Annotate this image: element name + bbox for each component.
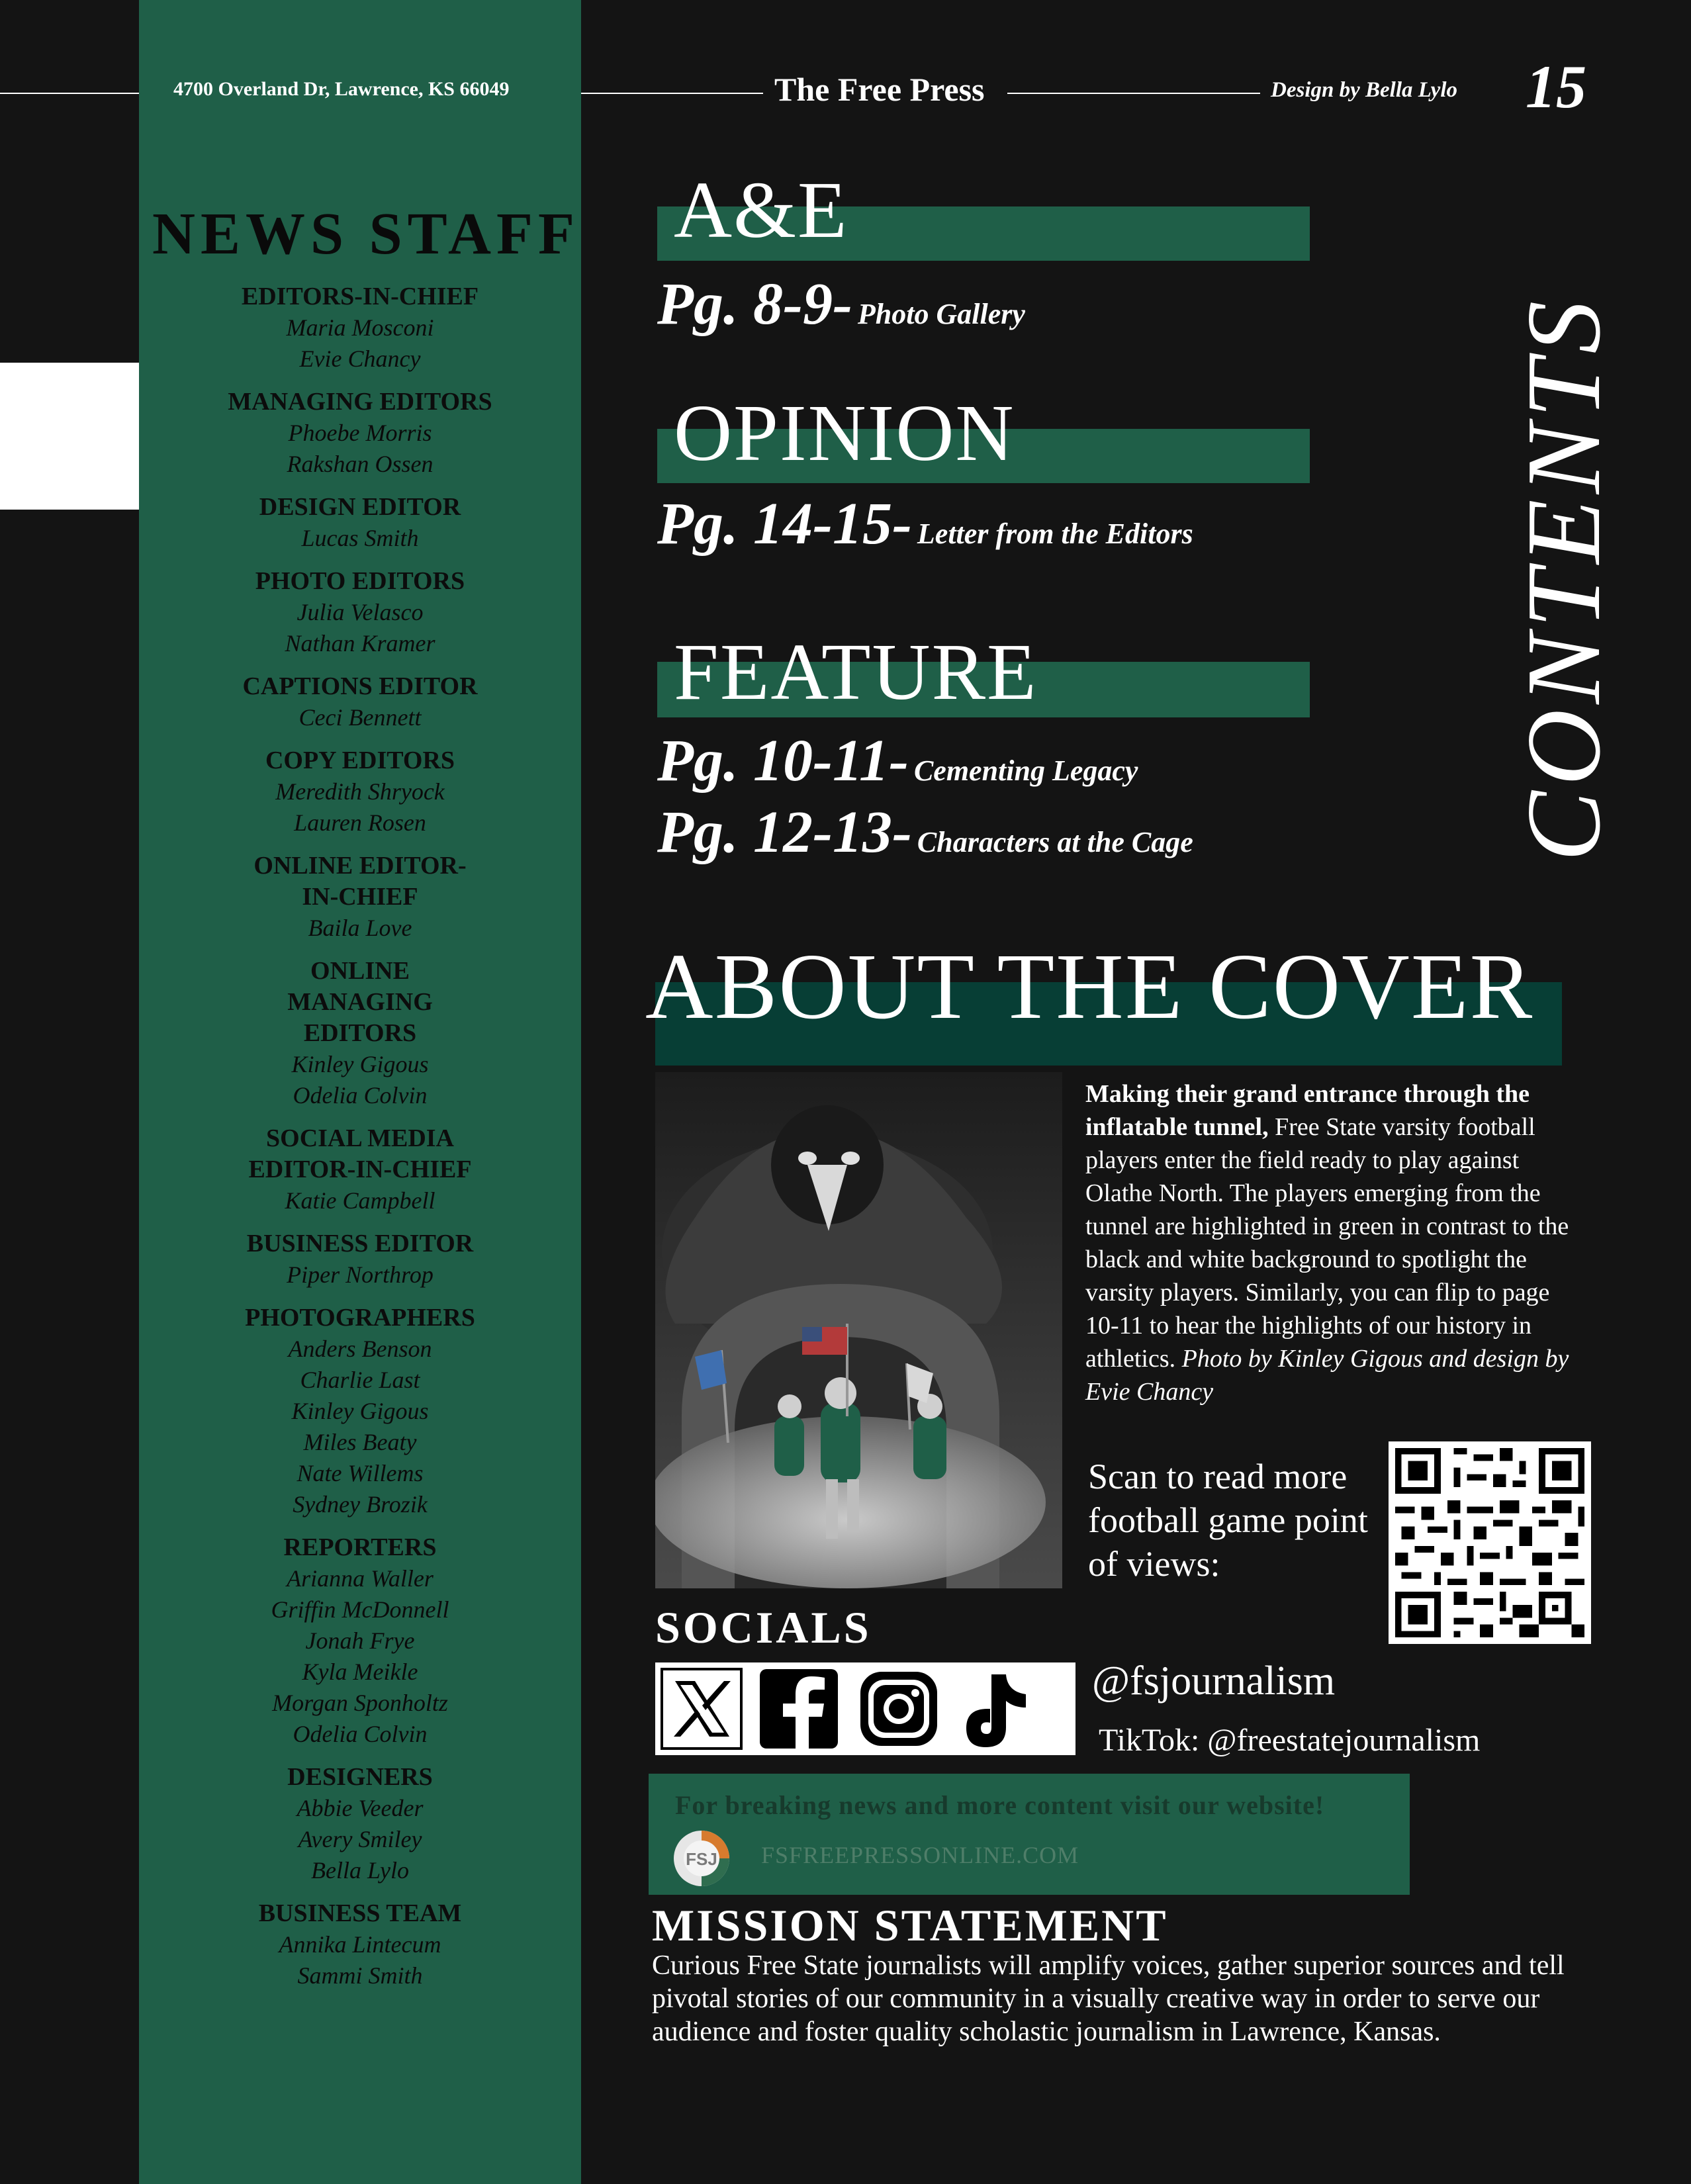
staff-role: REPORTERS xyxy=(283,1533,437,1561)
header-design-credit: Design by Bella Lylo xyxy=(1271,78,1457,102)
staff-role: SOCIAL MEDIA EDITOR-IN-CHIEF xyxy=(248,1124,472,1183)
toc-desc: Cementing Legacy xyxy=(913,754,1138,787)
tiktok-handle[interactable]: TikTok: @freestatejournalism xyxy=(1099,1723,1481,1758)
staff-role: DESIGN EDITOR xyxy=(259,493,461,521)
staff-role: DESIGNERS xyxy=(287,1763,433,1791)
staff-name: Kinley Gigous xyxy=(291,1051,429,1077)
staff-name: Abbie Veeder xyxy=(297,1795,424,1821)
staff-name: Baila Love xyxy=(308,915,412,941)
mission-text: Curious Free State journalists will amplify voices, gather superior sources and tell pivotal stories of our community in a visually creative way in order to serve our audience and foster quality scholastic journalism in Lawrence, Kansas. xyxy=(652,1950,1565,2047)
toc-entry[interactable] xyxy=(657,798,1193,866)
toc-desc: Letter from the Editors xyxy=(917,518,1193,550)
qr-code-icon xyxy=(1389,1441,1591,1644)
staff-group xyxy=(139,850,581,944)
page-number: 15 xyxy=(1526,53,1586,120)
staff-name: Annika Lintecum xyxy=(279,1931,441,1958)
header-rule-mid1 xyxy=(553,93,763,94)
staff-name: Evie Chancy xyxy=(299,345,421,372)
staff-name: Odelia Colvin xyxy=(293,1721,428,1747)
social-handle[interactable]: @fsjournalism xyxy=(1092,1659,1336,1704)
staff-role: ONLINE EDITOR-IN-CHIEF xyxy=(253,852,467,911)
staff-name: Rakshan Ossen xyxy=(287,451,434,477)
website-prompt: For breaking news and more content visit our website! xyxy=(675,1790,1325,1820)
staff-name: Charlie Last xyxy=(300,1367,420,1393)
section-title-ae: A&E xyxy=(674,165,848,255)
staff-list xyxy=(139,281,581,2003)
contents-vertical-title: CONTENTS xyxy=(1504,295,1622,862)
fsj-logo-text: FSJ xyxy=(686,1849,717,1869)
staff-role: PHOTOGRAPHERS xyxy=(245,1304,475,1332)
staff-name: Julia Velasco xyxy=(297,599,424,625)
staff-group xyxy=(139,566,581,659)
staff-name: Arianna Waller xyxy=(287,1565,434,1592)
staff-role: BUSINESS TEAM xyxy=(258,1899,462,1927)
cover-photo-art xyxy=(655,1072,1062,1588)
social-icons-box xyxy=(655,1662,1075,1755)
fsj-logo xyxy=(672,1829,731,1888)
scan-prompt: Scan to read more football game point of views: xyxy=(1088,1457,1368,1584)
staff-name: Avery Smiley xyxy=(298,1826,422,1852)
staff-name: Nate Willems xyxy=(297,1460,424,1486)
staff-group xyxy=(139,671,581,733)
section-title-opinion: OPINION xyxy=(674,388,1015,478)
header-address: 4700 Overland Dr, Lawrence, KS 66049 xyxy=(173,78,510,100)
staff-group xyxy=(139,1532,581,1750)
staff-name: Piper Northrop xyxy=(287,1261,434,1288)
staff-role: MANAGING EDITORS xyxy=(228,388,492,416)
socials-title: SOCIALS xyxy=(655,1602,872,1653)
staff-group xyxy=(139,387,581,480)
staff-name: Phoebe Morris xyxy=(288,420,432,446)
toc-desc: Characters at the Cage xyxy=(917,826,1193,858)
facebook-icon[interactable] xyxy=(760,1669,838,1749)
staff-name: Bella Lylo xyxy=(311,1857,409,1884)
toc-entry[interactable] xyxy=(657,270,1025,338)
staff-name: Morgan Sponholtz xyxy=(272,1690,448,1716)
staff-name: Miles Beaty xyxy=(303,1429,417,1455)
staff-name: Odelia Colvin xyxy=(293,1082,428,1109)
section-title-feature: FEATURE xyxy=(674,627,1038,717)
fsj-logo-icon xyxy=(672,1829,731,1888)
social-icons xyxy=(655,1662,1075,1755)
toc-pages: Pg. 12-13- xyxy=(657,799,912,865)
toc-entry[interactable] xyxy=(657,490,1193,558)
staff-role: ONLINE MANAGING EDITORS xyxy=(287,957,433,1047)
staff-group xyxy=(139,1898,581,1991)
cover-caption-body: Free State varsity football players enter the field ready to play against Olathe North. The players emerging from the tunnel are highlighted in green in contrast to the black and white background to spotlight the varsity players. Similarly, you can flip to page 10-11 to hear the highlights of our history in athletics. xyxy=(1085,1113,1569,1373)
staff-name: Sydney Brozik xyxy=(293,1491,428,1518)
staff-name: Meredith Shryock xyxy=(275,778,445,805)
staff-role: COPY EDITORS xyxy=(265,747,455,774)
instagram-icon[interactable] xyxy=(860,1672,937,1746)
staff-role: BUSINESS EDITOR xyxy=(246,1230,474,1257)
staff-name: Griffin McDonnell xyxy=(271,1596,449,1623)
qr-code[interactable] xyxy=(1389,1441,1591,1644)
staff-name: Katie Campbell xyxy=(285,1187,435,1214)
cover-photo xyxy=(655,1072,1062,1588)
toc-desc: Photo Gallery xyxy=(857,298,1025,330)
cover-caption-credit: Photo by Kinley Gigous and design by Evie Chancy xyxy=(1085,1345,1569,1406)
toc-entry[interactable] xyxy=(657,727,1138,795)
staff-group xyxy=(139,1123,581,1216)
website-url[interactable]: FSFREEPRESSONLINE.COM xyxy=(761,1842,1079,1868)
staff-name: Lauren Rosen xyxy=(294,809,426,836)
staff-group xyxy=(139,1302,581,1520)
staff-role: EDITORS-IN-CHIEF xyxy=(241,283,479,310)
cover-caption-lead: Making their grand entrance through the inflatable tunnel, xyxy=(1085,1080,1530,1141)
staff-group xyxy=(139,281,581,375)
toc-pages: Pg. 10-11- xyxy=(657,728,909,794)
staff-name: Kinley Gigous xyxy=(291,1398,429,1424)
staff-group xyxy=(139,492,581,554)
staff-name: Sammi Smith xyxy=(297,1962,423,1989)
staff-group xyxy=(139,1762,581,1886)
header-publication: The Free Press xyxy=(774,71,985,108)
staff-name: Maria Mosconi xyxy=(286,314,434,341)
staff-role: PHOTO EDITORS xyxy=(255,567,465,595)
toc-pages: Pg. 14-15- xyxy=(657,491,912,557)
cover-title: ABOUT THE COVER xyxy=(645,934,1534,1038)
x-icon[interactable] xyxy=(662,1669,741,1749)
header-rule-mid2 xyxy=(1007,93,1260,94)
staff-name: Kyla Meikle xyxy=(302,1659,418,1685)
staff-name: Nathan Kramer xyxy=(285,630,435,657)
mission-title: MISSION STATEMENT xyxy=(652,1900,1168,1950)
header-rule-left xyxy=(0,93,162,94)
staff-group xyxy=(139,745,581,839)
toc-pages: Pg. 8-9- xyxy=(657,271,852,337)
staff-name: Ceci Bennett xyxy=(298,704,422,731)
staff-name: Anders Benson xyxy=(288,1336,432,1362)
staff-group xyxy=(139,1228,581,1291)
staff-name: Lucas Smith xyxy=(301,525,419,551)
staff-role: CAPTIONS EDITOR xyxy=(242,672,478,700)
cover-caption xyxy=(1085,1077,1575,1408)
white-accent-block xyxy=(0,363,139,510)
staff-group xyxy=(139,956,581,1111)
staff-name: Jonah Frye xyxy=(305,1627,415,1654)
staff-heading: NEWS STAFF xyxy=(152,201,580,267)
